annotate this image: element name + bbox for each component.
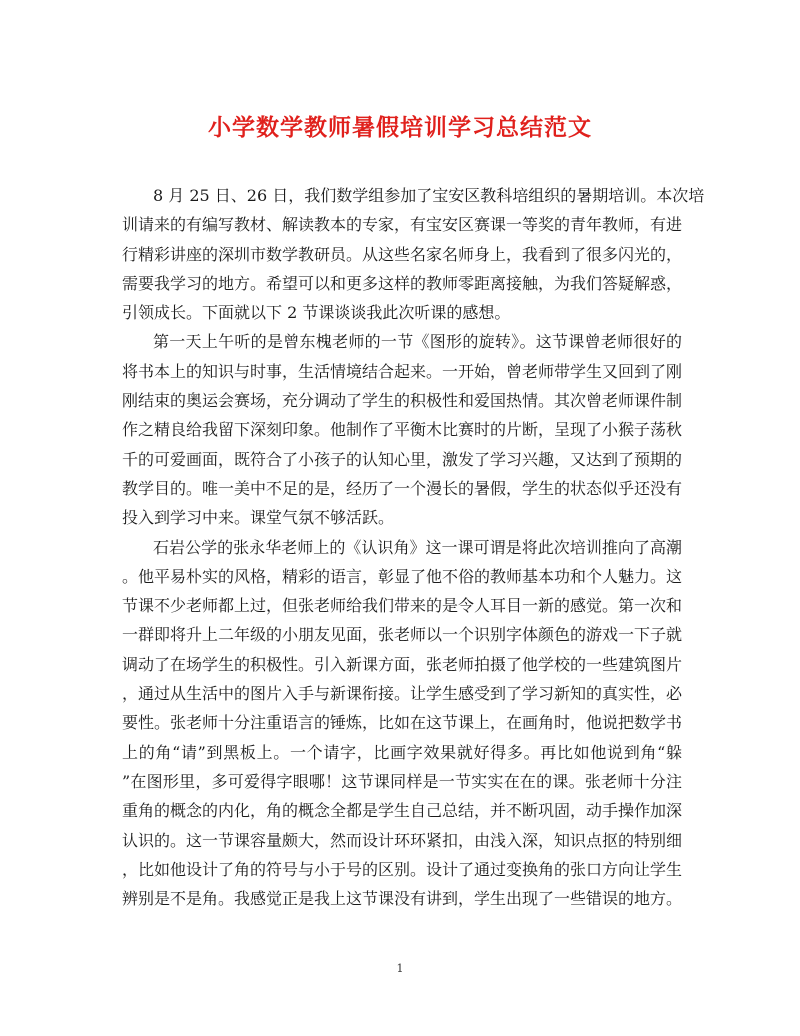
text-line: 投入到学习中来。课堂气氛不够活跃。: [122, 508, 395, 528]
text-line: 调动了在场学生的积极性。引入新课方面，张老师拍摄了他学校的一些建筑图片: [122, 654, 683, 674]
text-line: 需要我学习的地方。希望可以和更多这样的教师零距离接触，为我们答疑解惑，: [122, 273, 683, 293]
page-number: 1: [396, 962, 404, 975]
text-line: 节课不少老师都上过，但张老师给我们带来的是令人耳目一新的感觉。第一次和: [122, 596, 683, 616]
text-line: 第一天上午听的是曾东槐老师的一节《图形的旋转》。这节课曾老师很好的: [153, 332, 682, 352]
text-line: 要性。张老师十分注重语言的锤炼，比如在这节课上，在画角时，他说把数学书: [122, 713, 683, 733]
text-line: ，比如他设计了角的符号与小于号的区别。设计了通过变换角的张口方向让学生: [122, 859, 683, 879]
text-line: 。他平易朴实的风格，精彩的语言，彰显了他不俗的教师基本功和个人魅力。这: [122, 566, 683, 586]
document-body: [122, 181, 705, 913]
text-line: 作之精良给我留下深刻印象。他制作了平衡木比赛时的片断，呈现了小猴子荡秋: [122, 420, 683, 440]
text-line: 训请来的有编写教材、解读教本的专家，有宝安区赛课一等奖的青年教师，有进: [122, 215, 683, 235]
document-title: 小学数学教师暑假培训学习总结范文: [208, 114, 592, 141]
text-line: 上的角“请”到黑板上。一个请字，比画字效果就好得多。再比如他说到角“躲: [122, 742, 682, 762]
text-line: 认识的。这一节课容量颇大，然而设计环环紧扣，由浅入深，知识点抠的特别细: [122, 830, 683, 850]
paragraph: [122, 533, 682, 914]
paragraph: [122, 327, 682, 532]
text-line: ，通过从生活中的图片入手与新课衔接。让学生感受到了学习新知的真实性，必: [122, 684, 683, 704]
text-line: 重角的概念的内化，角的概念全都是学生自己总结，并不断巩固，动手操作加深: [122, 801, 683, 821]
text-line: 一群即将升上二年级的小朋友见面，张老师以一个识别字体颜色的游戏一下子就: [122, 625, 683, 645]
text-line: 石岩公学的张永华老师上的《认识角》这一课可谓是将此次培训推向了高潮: [153, 537, 682, 557]
text-line: 引领成长。下面就以下 2 节课谈谈我此次听课的感想。: [122, 303, 511, 323]
text-line: 教学目的。唯一美中不足的是，经历了一个漫长的暑假，学生的状态似乎还没有: [122, 478, 683, 498]
text-line: 8 月 25 日、26 日，我们数学组参加了宝安区教科培组织的暑期培训。本次培: [153, 186, 705, 205]
text-line: 辨别是不是角。我感觉正是我上这节课没有讲到，学生出现了一些错误的地方。: [122, 889, 683, 909]
text-line: 千的可爱画面，既符合了小孩子的认知心里，激发了学习兴趣，又达到了预期的: [122, 449, 683, 469]
text-line: 刚结束的奥运会赛场，充分调动了学生的积极性和爱国热情。其次曾老师课件制: [122, 391, 683, 411]
paragraph: [122, 181, 705, 327]
text-line: 行精彩讲座的深圳市数学教研员。从这些名家名师身上，我看到了很多闪光的，: [122, 244, 683, 264]
text-line: 将书本上的知识与时事，生活情境结合起来。一开始，曾老师带学生又回到了刚: [122, 361, 683, 381]
text-line: ”在图形里，多可爱得字眼哪！这节课同样是一节实实在在的课。张老师十分注: [122, 771, 682, 791]
